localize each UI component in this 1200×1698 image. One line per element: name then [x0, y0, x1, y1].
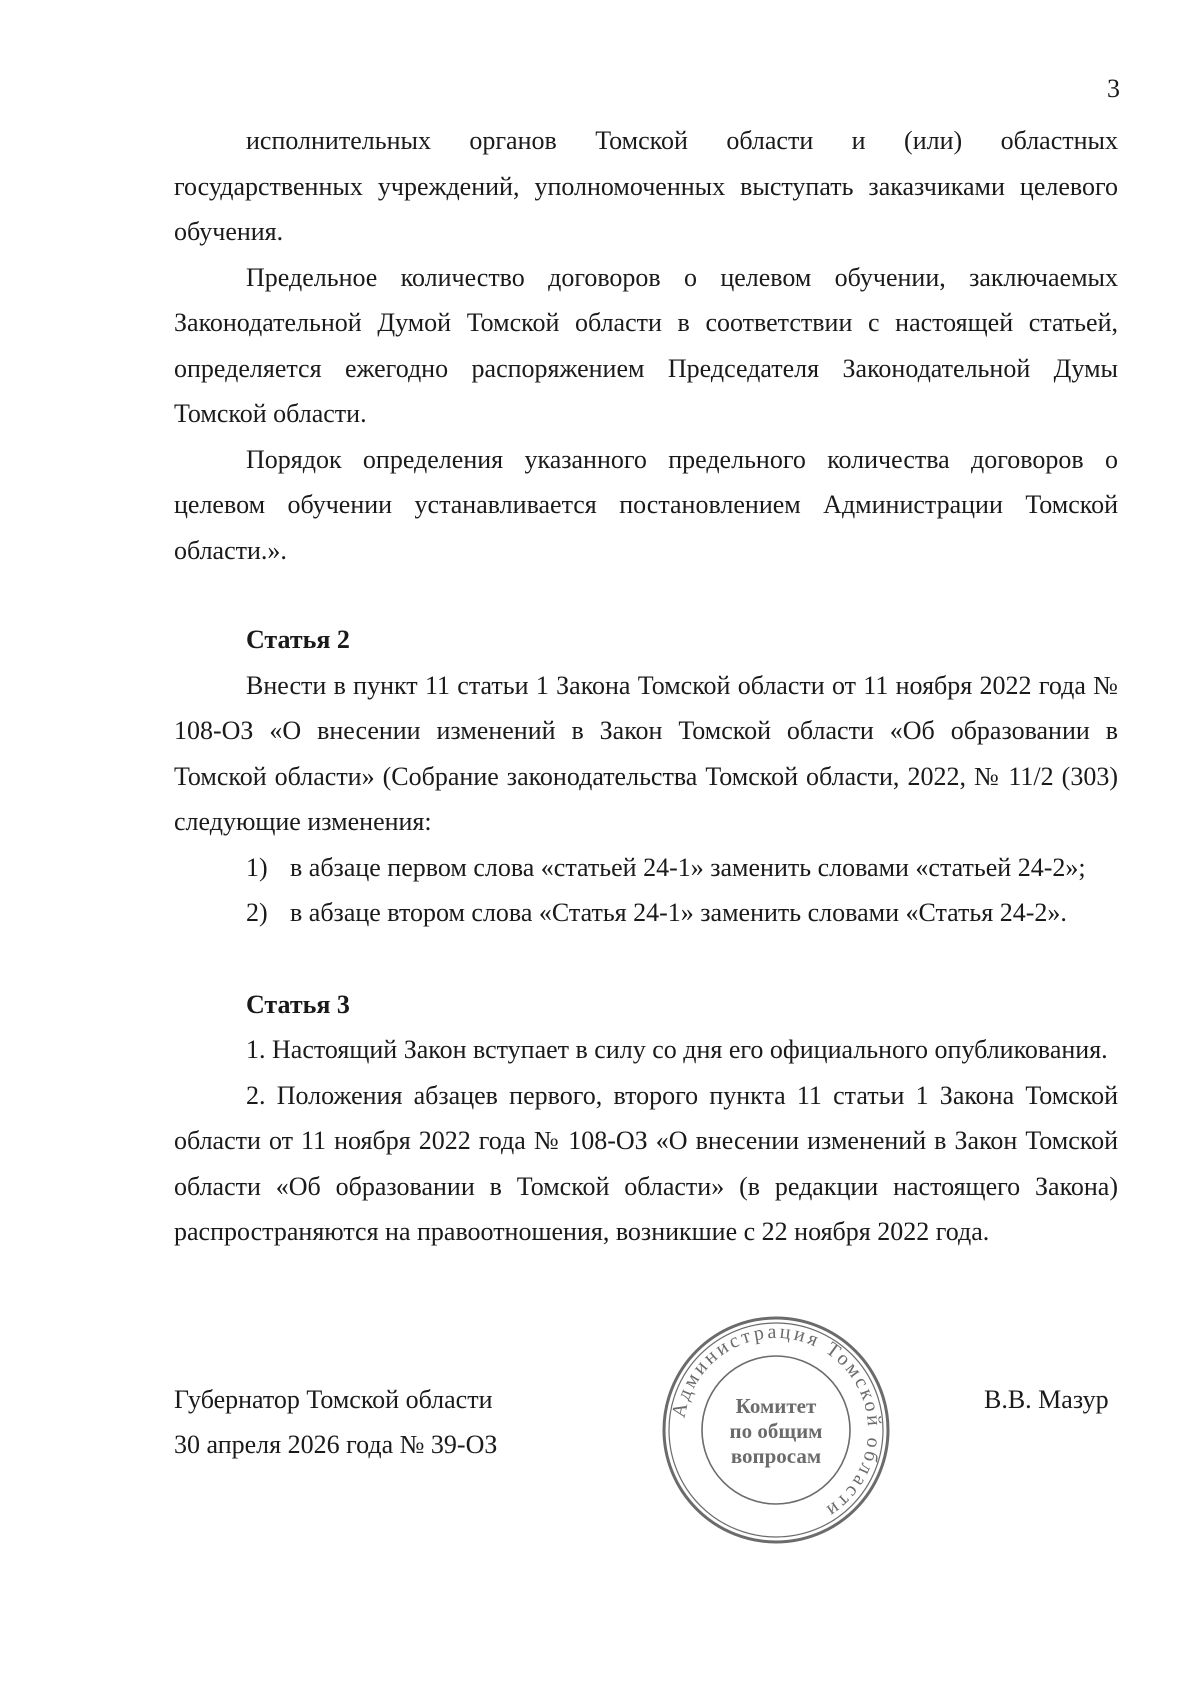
- stamp-line: Комитет: [735, 1394, 817, 1418]
- official-stamp: [656, 1310, 896, 1550]
- stamp-outer-text: Администрация Томской области: [667, 1320, 886, 1524]
- list-item-number: 2): [246, 898, 268, 927]
- document-body: [174, 118, 1118, 1255]
- signatory-title: Губернатор Томской области: [174, 1385, 493, 1414]
- paragraph: Порядок определения указанного предельного количества договоров о целевом обучении устанавливается постановлением Администрации Томской области.».: [174, 444, 1118, 565]
- list-item: [174, 845, 1118, 891]
- article-3-heading: Статья 3: [246, 989, 350, 1019]
- list-item: [174, 890, 1118, 936]
- article-2-intro: Внести в пункт 11 статьи 1 Закона Томской области от 11 ноября 2022 года № 108-ОЗ «О внесении изменений в Закон Томской области «Об образовании в Томской области» (Собрание законодательства Томской области, 2022, № 11/2 (303) следующие изменения:: [174, 670, 1118, 836]
- page-number: 3: [1107, 74, 1120, 103]
- article-2-heading: Статья 2: [246, 625, 350, 654]
- signatory-name: В.В. Мазур: [984, 1385, 1109, 1414]
- list-item-number: 1): [246, 852, 268, 882]
- stamp-line: по общим: [729, 1419, 823, 1443]
- paragraph: Предельное количество договоров о целевом обучении, заключаемых Законодательной Думой Томской области в соответствии с настоящей статьей, определяется ежегодно распоряжением Председателя Законодательной Думы Томской области.: [174, 262, 1118, 428]
- article-3-paragraph-2: 2. Положения абзацев первого, второго пункта 11 статьи 1 Закона Томской области от 11 ноября 2022 года № 108-ОЗ «О внесении изменений в Закон Томской области «Об образовании в Томской области» (в редакции настоящего Закона) распространяются на правоотношения, возникшие с 22 ноября 2022 года.: [174, 1080, 1118, 1246]
- stamp-line: вопросам: [730, 1444, 822, 1468]
- paragraph: исполнительных органов Томской области и (или) областных государственных учреждений, уполномоченных выступать заказчиками целевого обучения.: [174, 126, 1118, 246]
- list-item-text: в абзаце первом слова «статьей 24-1» заменить словами «статьей 24-2»;: [290, 852, 1086, 882]
- list-item-text: в абзаце втором слова «Статья 24-1» заменить словами «Статья 24-2».: [290, 898, 1067, 927]
- law-date-number: 30 апреля 2026 года № 39-ОЗ: [174, 1430, 498, 1459]
- article-3-paragraph-1: 1. Настоящий Закон вступает в силу со дня его официального опубликования.: [246, 1035, 1108, 1064]
